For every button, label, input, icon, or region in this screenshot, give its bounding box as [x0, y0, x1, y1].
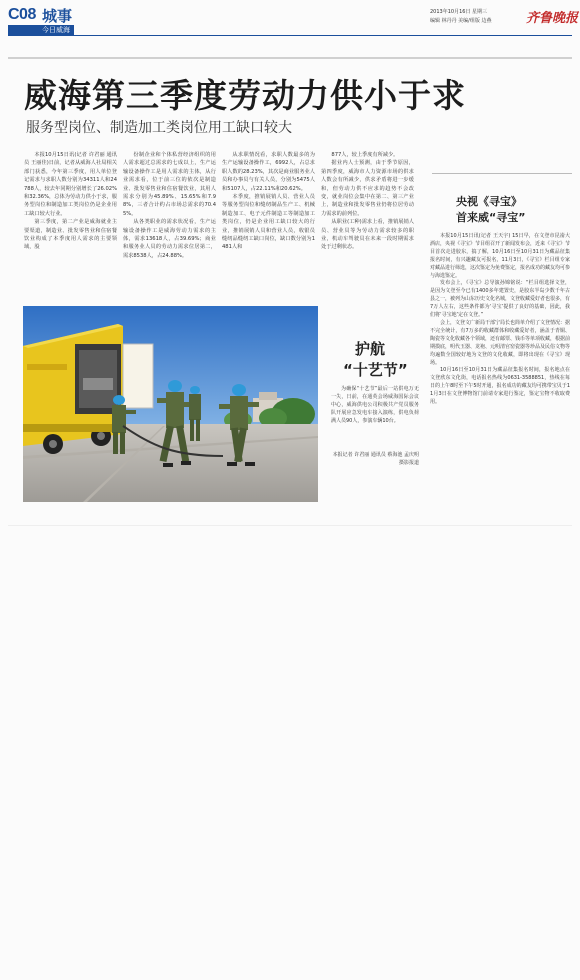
paragraph: 10月16日至10月31日为藏品征集报名时间，报名地点在文登欣东文化街，电话报名热线为0631-3588851，热线在每日的上午8时至下午5时开通，报名成功的藏友均可携带宝贝于11月3日在文登博物馆门前请专家进行鉴定，鉴定宝物不收取费用。	[430, 367, 570, 406]
photo-credit	[331, 452, 419, 502]
paragraph: 会上，文登文广新局干部宁局长也简单介绍了文登情况：据不完全统计，有7万多的收藏群体和收藏爱好者，涵盖于青铜、陶瓷等文化收藏各个领域，还有邮票、钱币等单项收藏，根据前期摸底，明代玉器、龙袍、元明清官窑瓷器等珍品及民俗文物等均遍数全国较好地为文登的文化收藏，即将出现在《寻宝》现场。	[430, 319, 571, 366]
sidebar-body-text	[430, 233, 570, 407]
paragraph: 877人，较上季度有所减少。	[331, 152, 399, 158]
paragraph: 第三季度，第二产业是威海就业主要渠道，制造业、批发零售业和住宿餐饮业构成了本季度用人需求的主要领域，股	[24, 219, 117, 251]
photo-story-text: 为确保“十艺节”最后一站供电万无一失，日前，在通英会场威海国际会议中心，威海供电公司积极共产党员服务队开展应急发电车接入演练，供电负荷满人员90人，参演车辆10台。	[331, 386, 419, 424]
bottom-rule	[8, 525, 572, 526]
main-headline: 威海第三季度劳动力供小于求	[24, 76, 466, 115]
paragraph: 本季度，推销展销人员、营业人员等服务型岗位和缝纫制品生产工、机械制造加工、电子元件制造工等制造加工类岗位，仍是企业用工缺口较大的行业，推销展销人员和营业人员，收银员缝纫品缝纫工缺口岗位，缺口数分别为1481人和	[222, 194, 315, 251]
sidebar-body	[430, 233, 570, 523]
top-divider	[8, 57, 572, 59]
section-title: 城事	[42, 7, 73, 25]
article-column-2	[123, 151, 216, 301]
paragraph: 本报10月15日讯(记者 王天宇) 15日早，在文登市昆嵛大酒店，央视《寻宝》节目组召开了新闻发布会，近来《寻宝》节目首次走进胶东，搞了解，10月16日至10月31日为藏品征集报名时间，有兴趣藏友可报名，11月3日，《寻宝》栏目组专家对藏品进行筛选，这次鉴定为免费鉴定，报名成功的藏友均可参与海选鉴定。	[430, 233, 571, 279]
article-column-1	[24, 151, 117, 301]
photo-credit-text: 本报记者 许君丽 通讯员 蔡海池 孟庆明 摄影报道	[332, 452, 419, 466]
sidebar-rule	[432, 173, 572, 174]
article-column-text	[24, 151, 117, 252]
header-rule	[8, 35, 572, 36]
newspaper-logo: 齐鲁晚报	[526, 11, 579, 26]
editor-line: 编辑 林丹丹 美编/组版 边燕	[430, 18, 492, 24]
article-column-text	[123, 151, 216, 260]
photo-story-title-line1: 护航	[355, 340, 386, 358]
sidebar-title-line2: 首来威“寻宝”	[456, 211, 526, 224]
paragraph: 据业内人士预测，由于季节原因，第四季度，威海市人力资源市场的供求人数会有所减少，供求矛盾将进一步缓和，但劳动力供不应求的趋势不会改变，就业岗位会集中在第二、第三产业上，制造业和批发零售业仍将位居劳动力需求的前列位。	[321, 160, 414, 217]
sidebar-title-line1: 央视《寻宝》	[456, 195, 522, 208]
article-column-text	[321, 151, 414, 252]
photo-illustration	[23, 306, 318, 502]
date-line: 2013年10月16日 星期三	[430, 9, 488, 15]
paragraph: 从职业(工种)需求上看，推销展销人员、营业员等为劳动力需求较多的职业，机动车驾驶员在未来一段时期需求处于过剩状态。	[321, 219, 414, 251]
paragraph: 发布会上，《寻宝》总导演孙锦铭说：“栏目组选择文登，是因为文登至今已有1400多年建置史，是胶东半岛少数千年古县之一，被列为山东历史文化名城，文登收藏爱好者也很多，有7万人左右，这些条件都为‘寻宝’提供了良好的基础，因此，我们将‘寻宝地’定在文登。”	[430, 280, 571, 319]
photo-story-title-line2: “十艺节”	[343, 361, 408, 379]
article-column-4	[321, 151, 414, 301]
main-subheadline: 服务型岗位、制造加工类岗位用工缺口较大	[26, 120, 292, 136]
paragraph: 从求职情况看，求职人数最多的为生产运输设备操作工，6992人，占总求职人数的28.23%，其次是商业服务业人员和办事员与有关人员，分别为5475人和5107人，占22.11%和20.62%。	[222, 152, 315, 192]
article-column-text	[222, 151, 315, 252]
article-column-3	[222, 151, 315, 301]
paragraph: 份制企业和个体私营经济组织的用人需求超过总需求的七成以上，生产运输设备操作工是用人需求的主体，从行业需求看，位于前三位的依次是制造业、批发零售业和住宿餐饮业，其用人需求分别为45.89%、15.65%和7.98%，三者合计约占市场总需求的70.45%。	[123, 152, 216, 217]
page-number: C08	[8, 6, 36, 23]
paragraph: 本报10月15日讯(记者 许君丽 通讯员 王丽佳)日前，记者从威海人社局相关部门获悉，今年第三季度，用人单位登记需求与求职人数分别为34311人和24788人，较去年同期分别增长了26.02%和32.36%，总体为劳动力供小于求，服务型岗位和制造加工类岗位仍是企业用工缺口较大行业。	[24, 152, 117, 217]
news-photo	[23, 306, 318, 502]
photo-story-body	[331, 386, 419, 448]
paragraph: 从各类职业的需求状况看，生产运输设备操作工是威海劳动力需求的主体，需求13618人，占39.69%；商业和服务业人员的劳动力需求位居第二，需求8538人，占24.88%。	[123, 219, 216, 259]
section-band: 今日威海	[8, 25, 74, 35]
